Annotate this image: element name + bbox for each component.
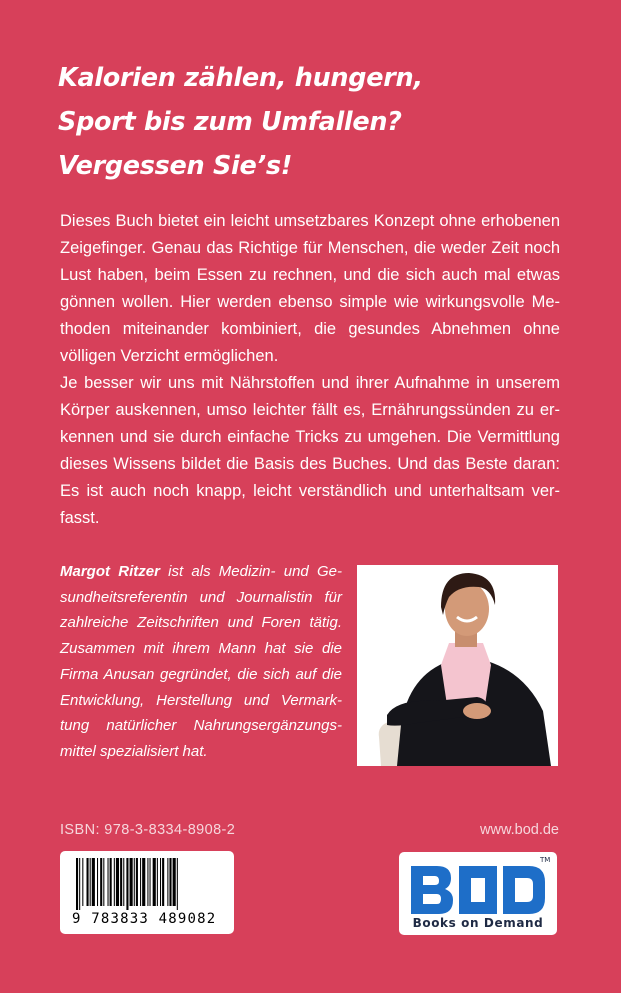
publisher-tagline: Books on Demand xyxy=(412,916,544,930)
barcode-bar xyxy=(110,858,112,906)
barcode-bar xyxy=(79,858,80,910)
barcode-bar xyxy=(153,858,156,906)
author-photo xyxy=(357,565,558,766)
barcode-bar xyxy=(126,858,128,910)
barcode-bar xyxy=(147,858,148,906)
headline-line-1: Kalorien zählen, hungern, xyxy=(58,63,423,93)
barcode-bar xyxy=(160,858,161,906)
barcode-bar xyxy=(92,858,95,906)
isbn: ISBN: 978-3-8334-8908-2 xyxy=(60,822,236,838)
barcode-bar xyxy=(130,858,133,906)
author-bio-text: ist als Medizin- und Gesundheitsreferentin und Journalistin für zahlreiche Zeitschriften und Foren tätig. Zusammen mit ihrem Mann hat sie die Firma Anusan gegründet, die sich auf die Entwicklung, Herstellung und Vermarktung natürlicher Nahrungsergänzungsmittel spezialisiert hat. xyxy=(60,563,343,760)
barcode-bar xyxy=(114,858,115,906)
book-description xyxy=(60,208,560,532)
barcode-bar xyxy=(173,858,176,906)
barcode-bar xyxy=(76,858,78,910)
barcode xyxy=(60,851,234,934)
barcode-bar xyxy=(150,858,151,906)
barcode-bar xyxy=(162,858,164,906)
description-paragraph-1: Dieses Buch bietet ein leicht umsetzbares Konzept ohne erhobenen Zeigefinger. Genau das Richtige für Menschen, die weder Zeit noch Lust haben, beim Essen zu rechnen, und die sich auch mal etwas gönnen wollen. Hier werden ebenso simple wie wirkungsvolle Methoden miteinander kombiniert, die gesundes Abnehmen ohne völligen Verzicht ermöglichen. xyxy=(60,212,560,365)
author-name: Margot Ritzer xyxy=(60,563,160,580)
barcode-bar xyxy=(123,858,124,906)
barcode-bar xyxy=(90,858,91,906)
barcode-bar xyxy=(100,858,102,906)
barcode-bar xyxy=(136,858,138,906)
barcode-bar xyxy=(134,858,135,906)
barcode-bars xyxy=(60,851,234,913)
description-paragraph-2: Je besser wir uns mit Nährstoffen und ihrer Aufnahme in unserem Körper auskennen, umso leichter fällt es, Ernährungssünden zu erkennen und sie durch einfache Tricks zu umgehen. Die Vermittlung dieses Wissens bildet die Basis des Buches. Und das Beste daran: Es ist auch noch knapp, leicht verständlich und unterhaltsam verfasst. xyxy=(60,374,560,527)
headline xyxy=(58,56,578,188)
barcode-number: 9 783833 489082 xyxy=(72,911,217,927)
barcode-bar xyxy=(177,858,178,910)
barcode-bar xyxy=(167,858,168,906)
author-bio xyxy=(60,559,342,765)
barcode-bar xyxy=(142,858,145,906)
barcode-bar xyxy=(87,858,89,906)
trademark-symbol: TM xyxy=(540,856,551,864)
barcode-bar xyxy=(169,858,171,906)
publisher-logo xyxy=(399,852,557,935)
barcode-bar xyxy=(140,858,141,906)
bod-logo-mark xyxy=(399,852,557,922)
barcode-bar xyxy=(120,858,122,906)
headline-line-3: Vergessen Sie’s! xyxy=(58,151,293,181)
author-portrait-image xyxy=(357,565,558,766)
barcode-bar xyxy=(116,858,119,906)
barcode-bar xyxy=(97,858,98,906)
barcode-bar xyxy=(103,858,104,906)
website-url: www.bod.de xyxy=(480,822,559,838)
headline-line-2: Sport bis zum Umfallen? xyxy=(58,107,402,137)
barcode-bar xyxy=(82,858,83,906)
barcode-bar xyxy=(157,858,158,906)
barcode-bar xyxy=(108,858,109,906)
